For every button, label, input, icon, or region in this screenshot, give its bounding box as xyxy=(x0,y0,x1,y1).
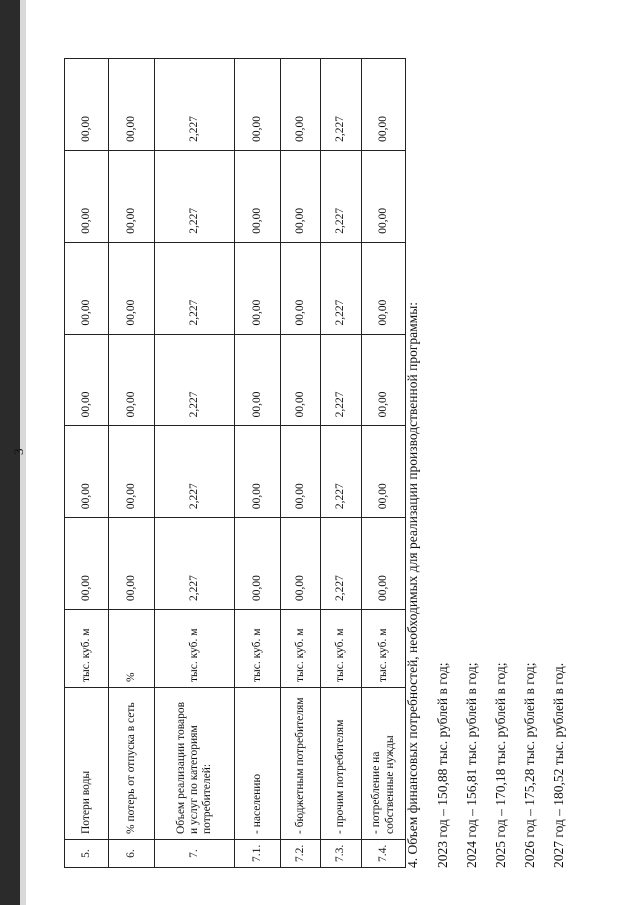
table-row xyxy=(65,59,109,868)
row-value: 00,00 xyxy=(281,150,321,242)
row-unit: тыс. куб. м xyxy=(321,610,362,688)
financing-title: 4. Объем финансовых потребностей, необходимых для реализации производственной программы: xyxy=(405,301,420,868)
row-value: 00,00 xyxy=(235,150,281,242)
row-unit: тыс. куб. м xyxy=(362,610,406,688)
row-value: 00,00 xyxy=(235,59,281,151)
row-value: 00,00 xyxy=(65,518,109,610)
row-name: - прочим потребителям xyxy=(321,688,362,840)
row-value: 00,00 xyxy=(65,334,109,426)
row-value: 2,227 xyxy=(155,518,235,610)
row-name: % потерь от отпуска в сеть xyxy=(109,688,155,840)
financing-line: 2027 год – 180,52 тыс. рублей в год. xyxy=(551,662,566,868)
row-unit: % xyxy=(109,610,155,688)
row-value: 00,00 xyxy=(362,59,406,151)
row-value: 00,00 xyxy=(109,59,155,151)
row-value: 00,00 xyxy=(281,59,321,151)
table-row xyxy=(362,59,406,868)
table-row xyxy=(281,59,321,868)
row-value: 00,00 xyxy=(109,242,155,334)
row-value: 00,00 xyxy=(362,242,406,334)
row-number: 7.3. xyxy=(321,840,362,868)
row-value: 2,227 xyxy=(155,59,235,151)
row-value: 00,00 xyxy=(281,242,321,334)
row-value: 00,00 xyxy=(281,518,321,610)
row-value: 00,00 xyxy=(235,518,281,610)
rotated-page xyxy=(0,15,640,895)
financing-line: 2025 год – 170,18 тыс. рублей в год; xyxy=(493,662,508,868)
row-number: 7.2. xyxy=(281,840,321,868)
row-value: 00,00 xyxy=(281,334,321,426)
row-value: 2,227 xyxy=(321,426,362,518)
row-number: 7.1. xyxy=(235,840,281,868)
row-value: 00,00 xyxy=(109,426,155,518)
table-row xyxy=(235,59,281,868)
production-program-table xyxy=(64,58,406,868)
row-value: 00,00 xyxy=(65,242,109,334)
row-value: 2,227 xyxy=(155,426,235,518)
row-unit: тыс. куб. м xyxy=(281,610,321,688)
table-row xyxy=(321,59,362,868)
row-number: 7. xyxy=(155,840,235,868)
row-name: - населению xyxy=(235,688,281,840)
row-name: - бюджетным потребителям xyxy=(281,688,321,840)
row-value: 2,227 xyxy=(321,150,362,242)
row-unit: тыс. куб. м xyxy=(155,610,235,688)
row-name: - потребление на собственные нужды xyxy=(362,688,406,840)
row-value: 2,227 xyxy=(155,242,235,334)
row-value: 00,00 xyxy=(281,426,321,518)
row-value: 2,227 xyxy=(321,59,362,151)
row-value: 00,00 xyxy=(362,334,406,426)
row-value: 00,00 xyxy=(362,426,406,518)
financing-section xyxy=(405,48,580,868)
row-value: 00,00 xyxy=(362,518,406,610)
financing-line: 2024 год – 156,81 тыс. рублей в год; xyxy=(464,662,479,868)
page-number: 3 xyxy=(11,448,26,455)
financing-line: 2026 год – 175,28 тыс. рублей в год; xyxy=(522,662,537,868)
row-name: Потери воды xyxy=(65,688,109,840)
table-row xyxy=(155,59,235,868)
row-unit: тыс. куб. м xyxy=(65,610,109,688)
row-value: 2,227 xyxy=(155,334,235,426)
row-value: 2,227 xyxy=(321,518,362,610)
row-value: 00,00 xyxy=(65,59,109,151)
row-value: 2,227 xyxy=(321,334,362,426)
row-value: 2,227 xyxy=(155,150,235,242)
row-value: 00,00 xyxy=(235,334,281,426)
row-value: 00,00 xyxy=(235,242,281,334)
table-row xyxy=(109,59,155,868)
row-value: 00,00 xyxy=(109,518,155,610)
row-value: 00,00 xyxy=(65,426,109,518)
row-unit: тыс. куб. м xyxy=(235,610,281,688)
financing-line: 2023 год – 150,88 тыс. рублей в год; xyxy=(435,662,450,868)
row-value: 2,227 xyxy=(321,242,362,334)
row-number: 5. xyxy=(65,840,109,868)
row-value: 00,00 xyxy=(235,426,281,518)
row-value: 00,00 xyxy=(109,334,155,426)
row-name: Объем реализации товаров и услуг по категориям потребителей: xyxy=(155,688,235,840)
row-number: 7.4. xyxy=(362,840,406,868)
row-number: 6. xyxy=(109,840,155,868)
row-value: 00,00 xyxy=(109,150,155,242)
row-value: 00,00 xyxy=(362,150,406,242)
row-value: 00,00 xyxy=(65,150,109,242)
